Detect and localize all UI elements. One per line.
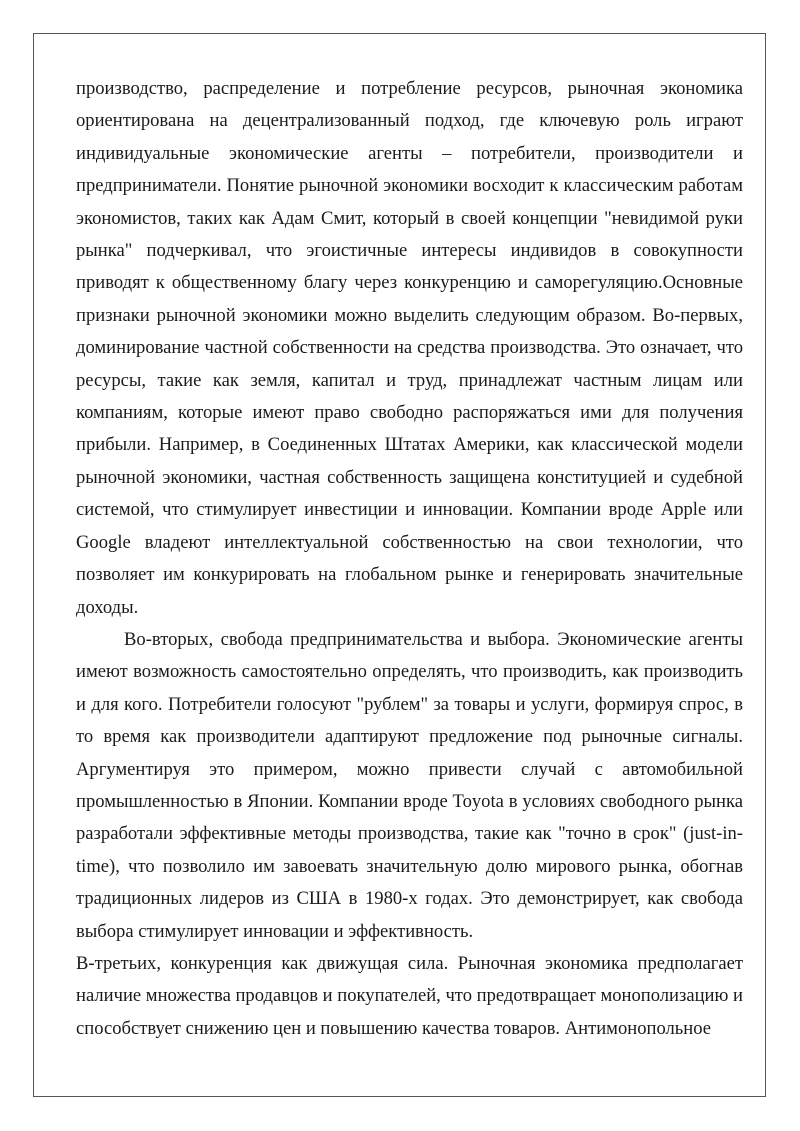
paragraph-1: производство, распределение и потребление ресурсов, рыночная экономика ориентирована на децентрализованный подход, где ключевую роль играют индивидуальные экономические агенты – потребители, производители и предприниматели. Понятие рыночной экономики восходит к классическим работам экономистов, таких как Адам Смит, который в своей концепции "невидимой руки рынка" подчеркивал, что эгоистичные интересы индивидов в совокупности приводят к общественному благу через конкуренцию и саморегуляцию.Основные признаки рыночной экономики можно выделить следующим образом. Во-первых, доминирование частной собственности на средства производства. Это означает, что ресурсы, такие как земля, капитал и труд, принадлежат частным лицам или компаниям, которые имеют право свободно распоряжаться ими для получения прибыли. Например, в Соединенных Штатах Америки, как классической модели рыночной экономики, частная собственность защищена конституцией и судебной системой, что стимулирует инвестиции и инновации. Компании вроде Apple или Google владеют интеллектуальной собственностью на свои технологии, что позволяет им конкурировать на глобальном рынке и генерировать значительные доходы.	[76, 78, 743, 618]
document-body	[76, 73, 743, 1045]
paragraph-3: В-третьих, конкуренция как движущая сила. Рыночная экономика предполагает наличие множества продавцов и покупателей, что предотвращает монополизацию и способствует снижению цен и повышению качества товаров. Антимонопольное	[76, 952, 743, 1039]
paragraph-2: Во-вторых, свобода предпринимательства и выбора. Экономические агенты имеют возможность самостоятельно определять, что производить, как производить и для кого. Потребители голосуют "рублем" за товары и услуги, формируя спрос, в то время как производители адаптируют предложение под рыночные сигналы. Аргументируя это примером, можно привести случай с автомобильной промышленностью в Японии. Компании вроде Toyota в условиях свободного рынка разработали эффективные методы производства, такие как "точно в срок" (just-in-time), что позволило им завоевать значительную долю мирового рынка, обогнав традиционных лидеров из США в 1980-х годах. Это демонстрирует, как свобода выбора стимулирует инновации и эффективность.	[76, 628, 743, 942]
